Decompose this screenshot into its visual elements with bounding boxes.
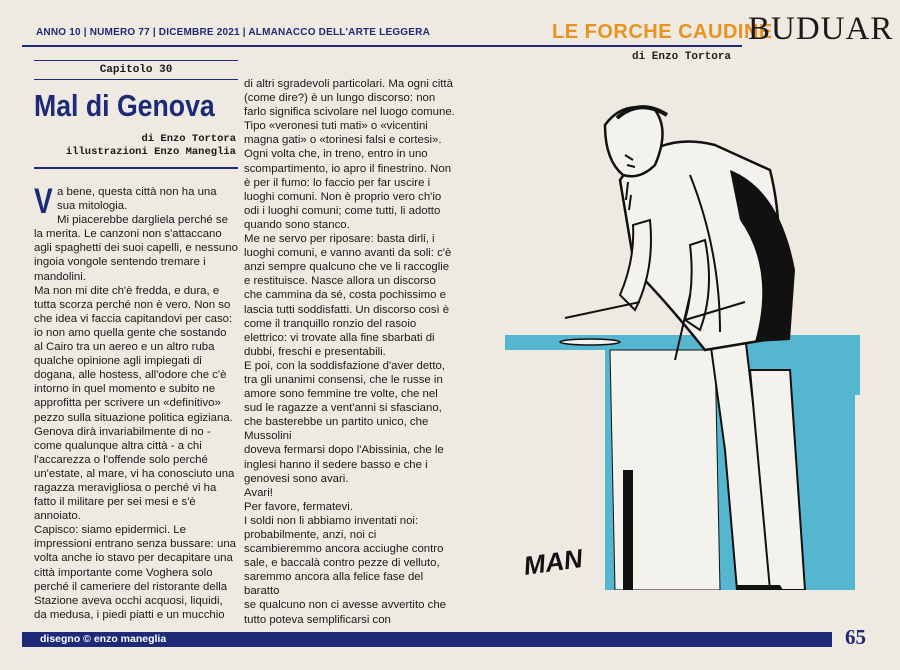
artist-signature: MAN — [521, 542, 585, 581]
paragraph: se qualcuno non ci avesse avvertito che tutto poteva semplificarsi con — [244, 599, 446, 626]
paragraph: di altri sgradevoli particolari. Ma ogni città (come dire?) è un lungo discorso: non farlo significa scivolare nel luogo comune. Tipo «veronesi tuti mati» o «vicentini magna gati» o «torinesi falsi e cortesi». Ogni volta che, in treno, entro in uno scompartimento, io apro il finestrino. Non è per il fumo: lo faccio per far uscire i luoghi comuni. Non è proprio vero ch'io odi i luoghi comuni; come tutti, li adotto quando sono stanco. — [244, 78, 455, 231]
waiter-illustration — [505, 70, 865, 590]
issue-info: ANNO 10 | NUMERO 77 | DICEMBRE 2021 | ALMANACCO DELL'ARTE LEGGERA — [36, 27, 431, 38]
article-title: Mal di Genova — [34, 88, 215, 123]
paragraph: Mi piacerebbe dargliela perché se la merita. Le canzoni non s'attaccano agli spaghetti dei suoi capelli, e nessuno ingoia vongole sentendo tremare i mandolini. — [34, 214, 238, 283]
paragraph: Me ne servo per riposare: basta dirli, i luoghi comuni, e vanno avanti da soli: c'è anzi sempre qualcuno che ve li raccoglie e restituisce. Nasce allora un discorso che cammina da sé, costa pochissimo e lascia tutti soddisfatti. Un discorso così è come il tranquillo ronzio del rasoio elettrico: vi trovate alla fine sbarbati di dubbi, freschi e presentabili. — [244, 233, 452, 358]
article-column-2 — [244, 77, 456, 627]
footer-credit: disegno © enzo maneglia — [40, 633, 167, 645]
paragraph: E poi, con la soddisfazione d'aver detto, tra gli unanimi consensi, che le russe in amore sono femmine tre volte, che nel sud le ragazze a vent'anni si sfasciano, che basterebbe un partito unico, che Mussolini — [244, 359, 446, 443]
article-column-1 — [34, 182, 238, 622]
credit-illustrator: illustrazioni Enzo Maneglia — [65, 146, 236, 158]
paragraph: I soldi non li abbiamo inventati noi: probabilmente, anzi, noi ci scambieremmo ancora acciughe contro sale, e baccalà contro pezze di velluto, saremmo ancora alla felice fase del baratto — [244, 514, 444, 598]
first-paragraph-text: a bene, questa città non ha una sua mitologia. — [57, 186, 217, 213]
first-paragraph — [34, 182, 238, 221]
credits-rule — [34, 167, 238, 169]
paragraph: doveva fermarsi dopo l'Abissinia, che le inglesi hanno il sedere basso e che i genovesi sono avari. — [244, 444, 444, 485]
paragraph: Per favore, fermatevi. — [244, 500, 353, 513]
page-number: 65 — [845, 625, 866, 649]
column-name: LE FORCHE CAUDINE — [552, 21, 773, 43]
chapter-label: Capitolo 30 — [34, 60, 238, 80]
header-byline: di Enzo Tortora — [632, 51, 732, 63]
paragraph: Ma non mi dite ch'è fredda, e dura, e tutta scorza perché non è vero. Non so che idea vi faccia capitandovi per caso: io non amo quella gente che sostando al Cairo tra un aereo e un altro ruba qualche opinione agli impiegati di dogana, alle hostess, all'odore che c'è intorno in quel momento e subito ne approfitta per scrivere un «definitivo» pezzo sulla situazione politica egiziana. — [34, 284, 233, 424]
article-heading-block — [34, 60, 238, 169]
paragraph: Capisco: siamo epidermici. Le impressioni entrano senza bussare: una volta anche io stavo per decapitare una città importante come Voghera solo perché il cameriere del ristorante della — [34, 524, 236, 593]
magazine-logo: BUDUAR — [748, 11, 894, 47]
paragraph: Avari! — [244, 486, 273, 499]
article-credits — [34, 133, 238, 159]
paragraph: Stazione aveva occhi acquosi, liquidi, da medusa, i piedi piatti e un mucchio — [34, 594, 225, 621]
paragraph: Genova dirà invariabilmente di no - come qualunque altra città - a chi l'accarezza o l'offende solo perché un'estate, al mare, vi ha conosciuto una ragazza meravigliosa o perché vi ha fatto il militare per sei mesi e s'è annoiato. — [34, 425, 235, 523]
drop-cap: V — [34, 182, 53, 221]
header-rule — [22, 45, 742, 47]
credit-author: di Enzo Tortora — [141, 133, 236, 145]
